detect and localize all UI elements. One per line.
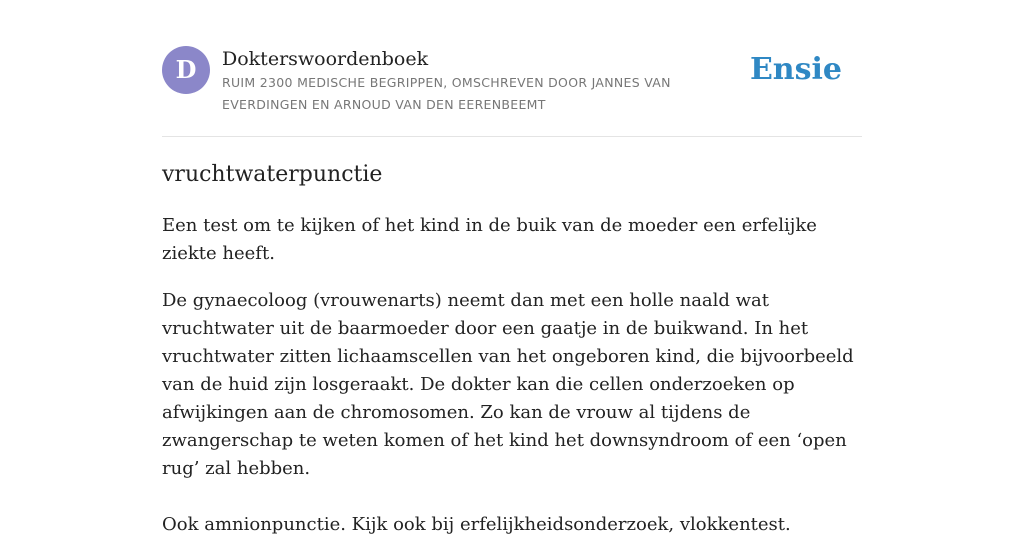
definition-paragraph: De gynaecoloog (vrouwenarts) neemt dan met een holle naald wat vruchtwater uit de baarmoeder door een gaatje in de buikwand. In het vruchtwater zitten lichaamscellen van het ongeboren kind, die bijvoorbeeld van de huid zijn losgeraakt. De dokter kan die cellen onderzoeken op afwijkingen aan de chromosomen. Zo kan de vrouw al tijdens de zwangerschap te weten komen of het kind het downsyndroom of een ‘open rug’ zal hebben. bbox=[162, 290, 854, 479]
avatar: D bbox=[162, 46, 210, 94]
definition-paragraph: Ook amnionpunctie. Kijk ook bij erfelijkheidsonderzoek, vlokkentest. bbox=[162, 514, 791, 535]
definition-paragraph: Een test om te kijken of het kind in de buik van de moeder een erfelijke ziekte heeft. bbox=[162, 215, 817, 264]
entry-definition bbox=[162, 212, 862, 539]
entry-term: vruchtwaterpunctie bbox=[162, 162, 383, 187]
header bbox=[162, 46, 862, 137]
source-title[interactable]: Dokterswoordenboek bbox=[222, 48, 429, 70]
source-subtitle: RUIM 2300 MEDISCHE BEGRIPPEN, OMSCHREVEN DOOR JANNES VAN EVERDINGEN EN ARNOUD VAN DEN EERENBEEMT bbox=[222, 75, 671, 112]
brand-logo[interactable]: Ensie bbox=[749, 52, 842, 87]
